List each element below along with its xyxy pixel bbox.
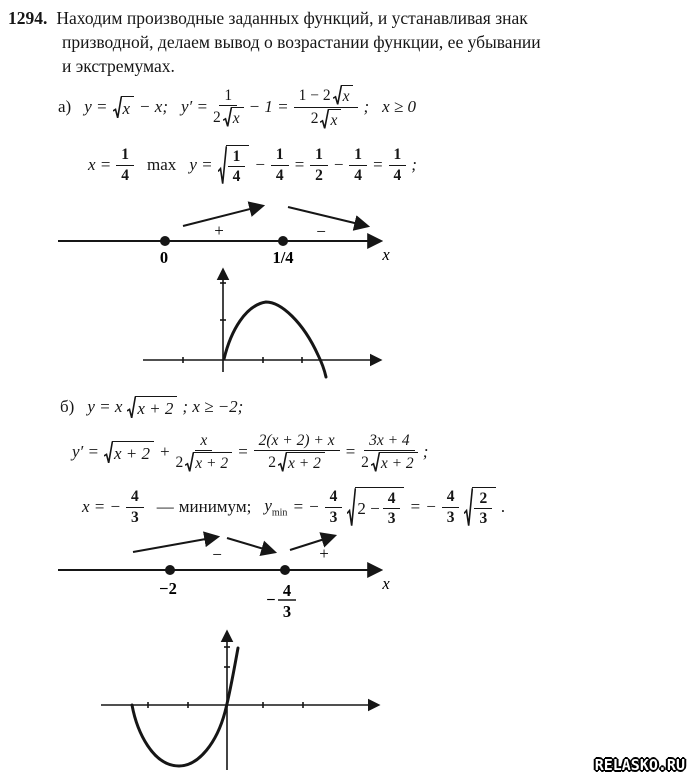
math-run: ; [411,155,417,174]
radicand: x [231,107,244,127]
part-b-label: б) [60,397,75,416]
fraction [228,148,246,186]
denominator [268,451,325,472]
decreasing-arrow-icon [227,538,274,552]
math-run: y′ = [180,97,208,116]
math-run: = [237,442,249,461]
radicand-prefix: 2 − [357,498,380,518]
point-label-0: 0 [159,248,169,267]
fraction-denominator: 3 [282,602,292,620]
sqrt-x [113,96,135,119]
part-a-max-line [88,136,417,194]
math-run: = [372,155,384,174]
denominator: 3 [446,508,455,526]
fraction [213,87,244,128]
numerator: 1 [389,146,407,165]
axis-label-x: x [382,245,390,264]
numerator: 4 [126,488,144,507]
fraction [310,146,328,184]
function-curve [224,302,326,377]
numerator: 1 [228,148,246,167]
sign-plus: + [214,221,224,240]
part-a-derivative-line [58,80,416,134]
radicand: x + 2 [112,441,154,464]
denominator: 3 [131,508,139,526]
math-run: + [159,442,171,461]
sqrt-x-plus-2 [127,396,177,419]
sqrt-x [333,85,354,105]
fraction-numerator: 4 [282,581,292,600]
radicand [472,487,496,528]
math-run: x = − [82,497,121,516]
numerator: 4 [442,488,460,507]
numerator: 3x + 4 [364,432,415,451]
fraction [325,488,343,526]
fraction [176,432,233,473]
numerator: 1 [271,146,289,165]
radicand: x + 2 [135,396,177,419]
numerator: 2 [474,490,492,509]
problem-statement [8,6,676,78]
sign-plus: + [319,544,329,563]
fraction [389,146,407,184]
statement-line-2: призводной, делаем вывод о возрастании функции, ее убывании [62,32,541,52]
denominator: 4 [232,168,241,185]
point-label-minus-2: −2 [159,579,177,598]
dash: — [156,497,174,516]
coefficient: 2 [361,453,369,471]
denominator [176,451,233,472]
denominator: 4 [121,166,130,184]
radicand: x [328,109,341,129]
denominator: 3 [387,510,396,527]
radicand [355,487,404,528]
numerator: 4 [325,488,343,507]
critical-point-dot [280,565,290,575]
math-run: y = [84,97,108,116]
coefficient: 2 [212,108,221,126]
fraction [383,490,401,528]
denominator [311,108,342,129]
critical-point-dot [165,565,175,575]
radicand: x + 2 [379,452,418,472]
math-run: ; x ≥ −2; [182,397,244,416]
sign-minus: − [212,545,222,564]
part-b-sign-line [40,528,400,620]
part-b-graph [95,620,395,777]
denominator [213,106,244,127]
axis-label-x: x [382,574,390,593]
fraction-minus-sign: − [266,590,276,609]
fraction [474,490,492,528]
coefficient: 2 [268,453,277,471]
math-run: x = [88,155,112,174]
critical-point-dot [278,236,288,246]
coefficient: 2 [310,110,319,127]
denominator: 4 [393,166,402,184]
math-run: − [332,155,345,174]
part-a-graph [138,260,394,390]
problem-number: 1294. [8,8,48,28]
math-run: y′ = [72,442,99,461]
numerator: 1 [310,146,328,165]
critical-point-dot [160,236,170,246]
statement-text-1: Находим производные заданных функций, и устанавливая знак [56,8,528,28]
site-watermark: RELASKO.RU [594,756,685,774]
math-run: − [254,155,266,174]
fraction [126,488,144,526]
radicand [226,145,250,186]
denominator: 4 [275,166,284,184]
min-subscript: min [271,507,288,519]
numerator: x [195,432,212,451]
sqrt-x-plus-2 [371,452,418,472]
sqrt-x-plus-2 [278,452,325,472]
denominator: 3 [479,510,488,527]
fraction [349,146,367,184]
sqrt-x-plus-2 [185,452,232,472]
math-run: y = [189,155,213,174]
sqrt-fraction [218,145,250,186]
math-run: = [344,442,357,461]
minimum-keyword: минимум; [178,497,252,516]
y-min-symbol [264,496,287,518]
sqrt-fraction [464,487,496,528]
math-run: y = x [87,397,123,416]
sqrt-expression [347,487,404,528]
fraction [294,85,359,129]
sign-minus: − [316,222,326,241]
fraction [361,432,418,473]
radicand: x [341,85,354,105]
fraction [116,146,134,184]
part-b-derivative-line [72,424,428,480]
max-keyword: max [147,155,177,174]
math-run: ; [422,442,429,461]
sqrt-x-plus-2 [104,441,154,464]
numerator: 1 [349,146,367,165]
y-symbol: y [264,495,272,515]
arrow-icon [133,537,217,552]
part-a-sign-line [40,196,400,268]
point-label-1-4: 1/4 [272,248,294,267]
denominator: 2 [315,166,323,184]
domain-condition: x ≥ 0 [382,97,417,116]
radicand: x + 2 [193,452,232,472]
num-prefix: 1 − 2 [298,86,331,104]
math-run: ; [363,97,370,116]
radicand: x [121,96,135,119]
denominator: 4 [354,166,363,184]
math-run: = [293,155,306,174]
numerator [294,85,359,107]
denominator [361,451,418,472]
numerator: 2(x + 2) + x [254,432,340,451]
math-run: − x; [139,97,168,116]
coefficient: 2 [175,453,184,471]
math-run: = − [292,497,320,516]
radicand: x + 2 [286,452,325,472]
numerator: 1 [219,87,237,106]
decreasing-arrow-icon [288,207,367,226]
fraction [254,432,340,473]
math-run: . [501,497,506,516]
math-run: = − [409,497,437,516]
sqrt-x [223,107,244,127]
denominator: 3 [329,508,338,526]
fraction [442,488,460,526]
statement-line-3: и экстремумах. [62,56,175,76]
sqrt-x [320,109,341,129]
numerator: 4 [383,490,401,509]
fraction [271,146,289,184]
part-b-function-line [60,392,243,422]
math-run: − 1 = [248,97,289,116]
numerator: 1 [116,146,134,165]
statement-line-1 [8,6,676,30]
part-a-label: а) [58,97,72,116]
